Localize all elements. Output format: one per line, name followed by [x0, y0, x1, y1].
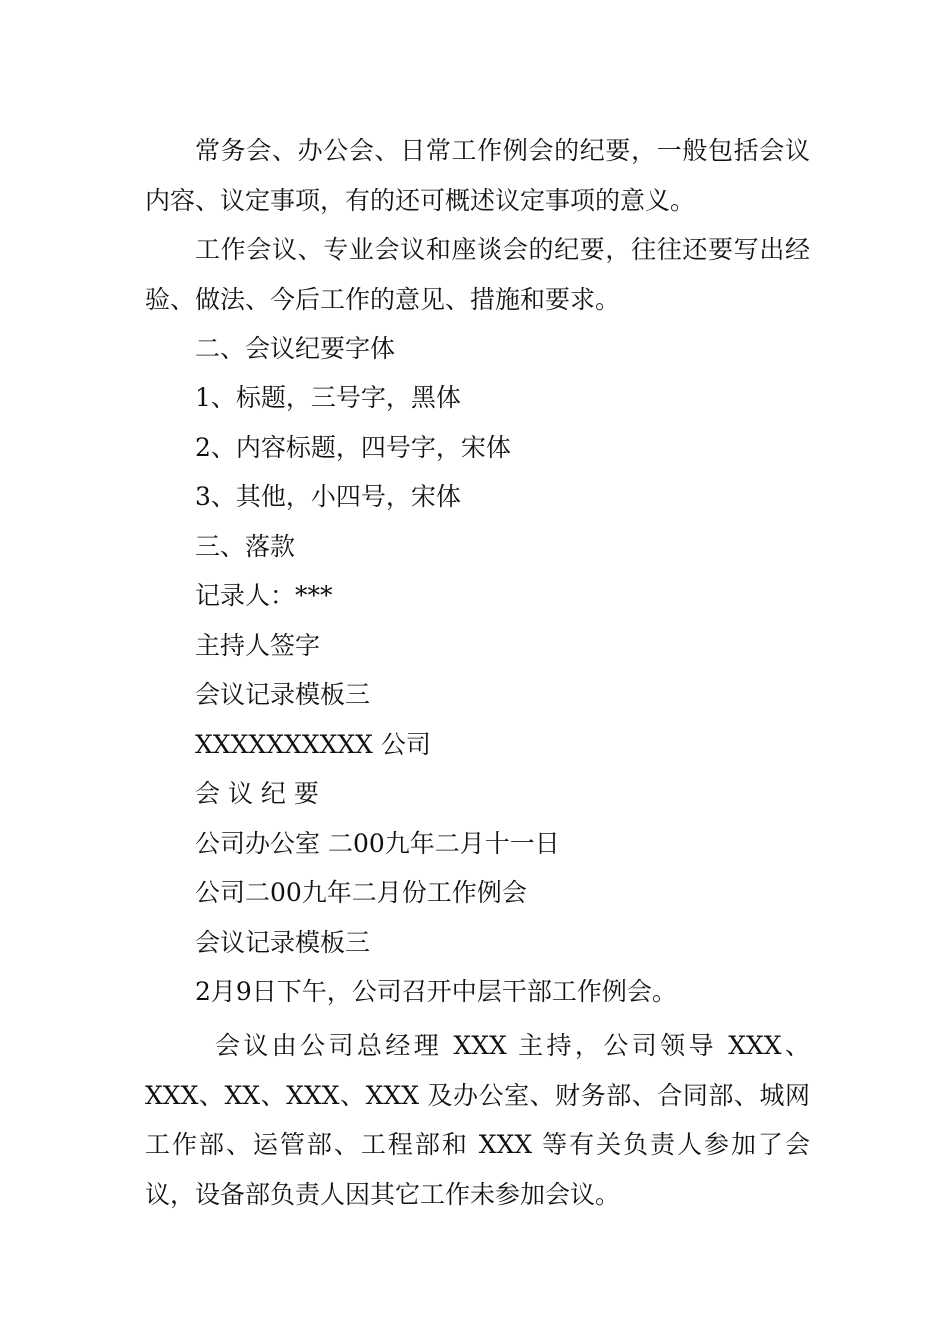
section-heading-signature: 三、落款 [195, 532, 296, 561]
host-signature-line: 主持人签字 [195, 631, 321, 660]
company-name: XXXXXXXXXX 公司 [195, 730, 431, 759]
meeting-intro: 2月9日下午，公司召开中层干部工作例会。 [195, 977, 677, 1006]
template-title: 会议记录模板三 [195, 680, 371, 709]
list-item-title-font: 1、标题，三号字，黑体 [195, 383, 461, 412]
section-heading-fonts: 二、会议纪要字体 [195, 334, 396, 363]
paragraph-attendance: 会议由公司总经理 XXX 主持，公司领导 XXX、XXX、XX、XXX、XXX 及办公室、财务部、合同部、城网工作部、运管部、工程部和 XXX 等有关负责人参加了会议，设备部负责人因其它工作未参加会议。 [145, 1031, 810, 1209]
paragraph-work-meeting-minutes: 工作会议、专业会议和座谈会的纪要，往往还要写出经验、做法、今后工作的意见、措施和要求。 [145, 235, 810, 314]
template-title-repeat: 会议记录模板三 [195, 928, 371, 957]
meeting-name: 公司二00九年二月份工作例会 [195, 878, 527, 907]
paragraph-routine-meeting-minutes: 常务会、办公会、日常工作例会的纪要，一般包括会议内容、议定事项，有的还可概述议定事项的意义。 [145, 136, 810, 215]
list-item-content-title-font: 2、内容标题，四号字，宋体 [195, 433, 511, 462]
office-date-line: 公司办公室 二00九年二月十一日 [195, 829, 560, 858]
recorder-line: 记录人：*** [195, 581, 333, 610]
list-item-other-font: 3、其他，小四号，宋体 [195, 482, 461, 511]
minutes-title: 会 议 纪 要 [195, 779, 319, 808]
